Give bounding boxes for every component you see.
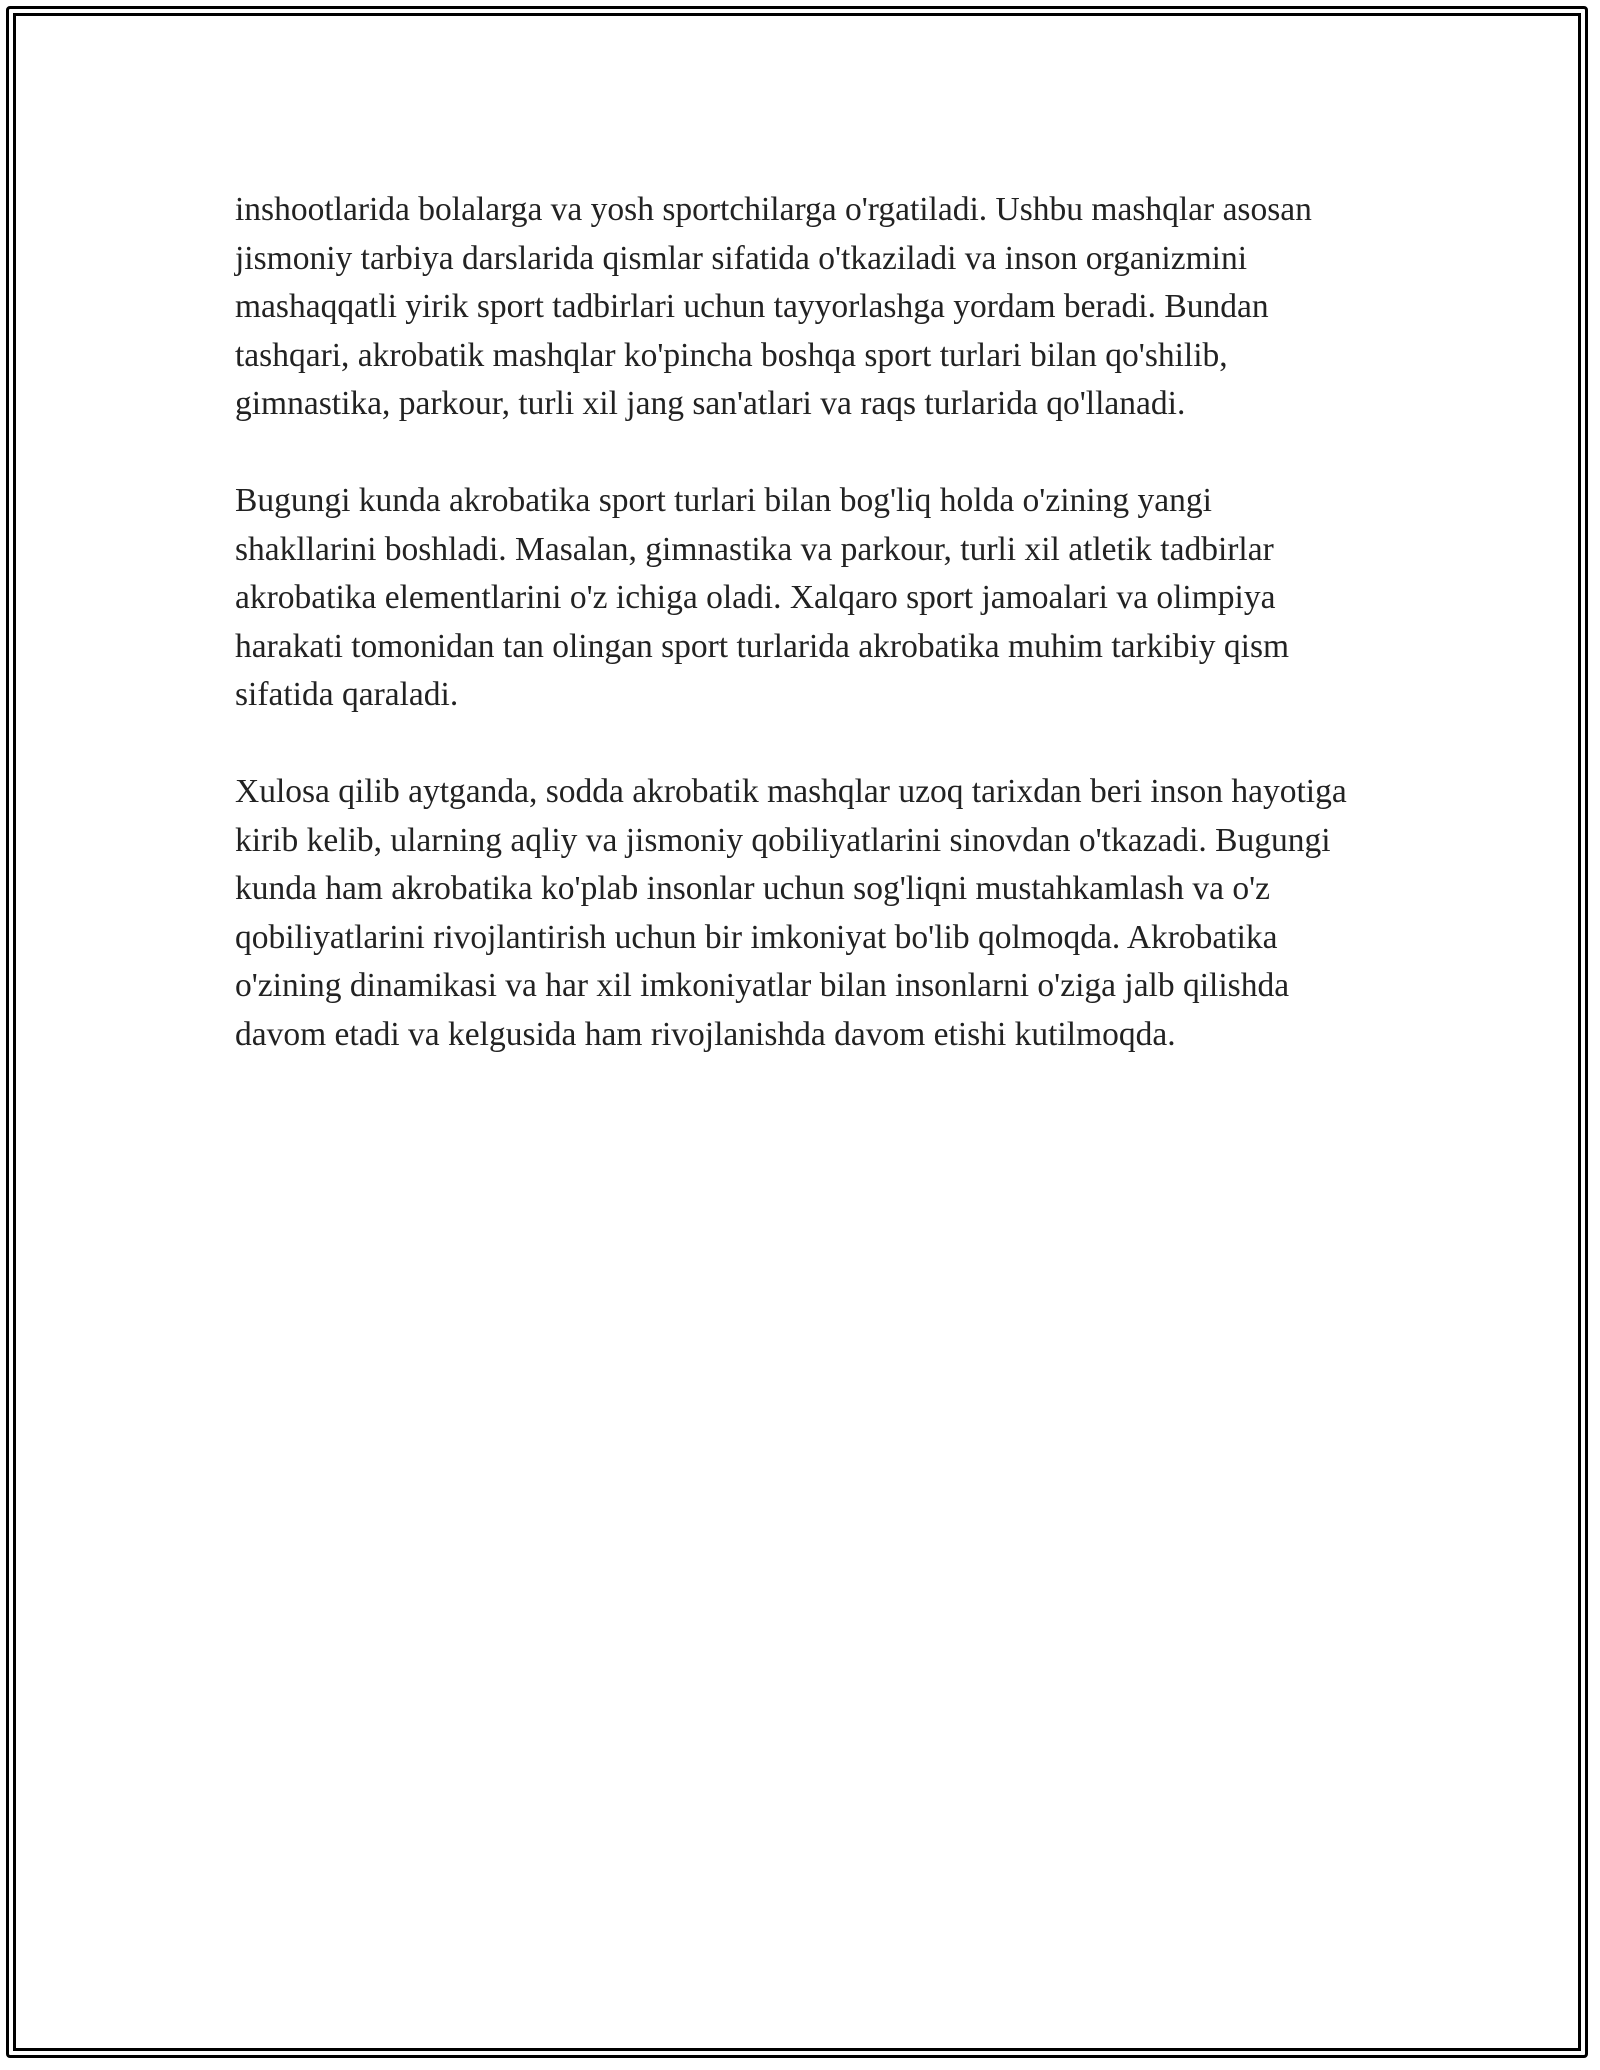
paragraph-3: Xulosa qilib aytganda, sodda akrobatik mashqlar uzoq tarixdan beri inson hayotiga kirib kelib, ularning aqliy va jismoniy qobiliyatlarini sinovdan o'tkazadi. Bugungi kunda ham akrobatika ko'plab insonlar uchun sog'liqni mustahkamlash va o'z qobiliyatlarini rivojlantirish uchun bir imkoniyat bo'lib qolmoqda. Akrobatika o'zining dinamikasi va har xil imkoniyatlar bilan insonlarni o'ziga jalb qilishda davom etadi va kelgusida ham rivojlanishda davom etishi kutilmoqda. [235, 773, 1347, 1053]
document-body [235, 186, 1355, 1059]
paragraph-2: Bugungi kunda akrobatika sport turlari bilan bog'liq holda o'zining yangi shakllarini boshladi. Masalan, gimnastika va parkour, turli xil atletik tadbirlar akrobatika elementlarini o'z ichiga oladi. Xalqaro sport jamoalari va olimpiya harakati tomonidan tan olingan sport turlarida akrobatika muhim tarkibiy qism sifatida qaraladi. [235, 482, 1290, 713]
paragraph-1: inshootlarida bolalarga va yosh sportchilarga o'rgatiladi. Ushbu mashqlar asosan jismoniy tarbiya darslarida qismlar sifatida o'tkaziladi va inson organizmini mashaqqatli yirik sport tadbirlari uchun tayyorlashga yordam beradi. Bundan tashqari, akrobatik mashqlar ko'pincha boshqa sport turlari bilan qo'shilib, gimnastika, parkour, turli xil jang san'atlari va raqs turlarida qo'llanadi. [235, 191, 1312, 422]
